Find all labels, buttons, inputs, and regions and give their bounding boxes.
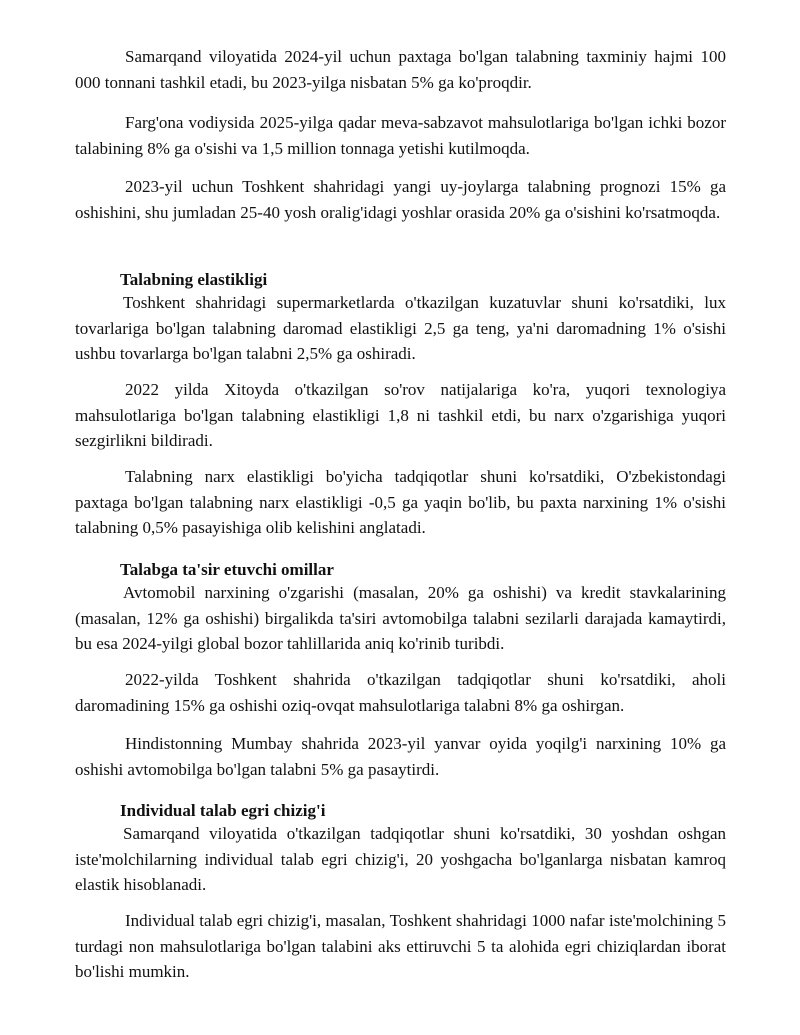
paragraph-china-tech-elasticity: 2022 yilda Xitoyda o'tkazilgan so'rov natijalariga ko'ra, yuqori texnologiya mahsulotlariga bo'lgan talabning elastikligi 1,8 ni tashkil etdi, bu narx o'zgarishiga yuqori sezgirlikni bildiradi.: [75, 380, 726, 450]
paragraph-car-price-credit-rates: Avtomobil narxining o'zgarishi (masalan, 20% ga oshishi) va kredit stavkalarining (masalan, 12% ga oshishi) birgalikda ta'siri avtomobilga talabni sezilarli darajada kamaytirdi, bu esa 2024-yilgi global bozor tahlillarida aniq ko'rinib turibdi.: [75, 583, 726, 653]
section-heading-individual-demand-curve: Individual talab egri chizig'i: [120, 801, 326, 820]
paragraph-luxury-income-elasticity: Toshkent shahridagi supermarketlarda o'tkazilgan kuzatuvlar shuni ko'rsatdiki, lux tovarlariga bo'lgan talabning daromad elastikligi 2,5 ga teng, ya'ni daromadning 1% o'sishi ushbu tovarlarga bo'lgan talabni 2,5% ga oshiradi.: [75, 293, 726, 363]
paragraph-cotton-price-elasticity: Talabning narx elastikligi bo'yicha tadqiqotlar shuni ko'rsatdiki, O'zbekistondagi paxtaga bo'lgan talabning narx elastikligi -0,5 ga yaqin bo'lib, bu paxta narxining 1% o'sishi talabning 0,5% pasayishiga olib kelishini anglatadi.: [75, 467, 726, 537]
paragraph-individual-curve-example: Individual talab egri chizig'i, masalan, Toshkent shahridagi 1000 nafar iste'molchining 5 turdagi non mahsulotlariga bo'lgan talabini aks ettiruvchi 5 ta alohida egri chiziqlardan iborat bo'lishi mumkin.: [75, 911, 726, 981]
paragraph-tashkent-income-food-demand: 2022-yilda Toshkent shahrida o'tkazilgan tadqiqotlar shuni ko'rsatdiki, aholi daromadining 15% ga oshishi oziq-ovqat mahsulotlariga talabni 8% ga oshirgan.: [75, 670, 726, 715]
paragraph-mumbai-fuel-price: Hindistonning Mumbay shahrida 2023-yil yanvar oyida yoqilg'i narxining 10% ga oshishi avtomobilga bo'lgan talabni 5% ga pasaytirdi.: [75, 734, 726, 779]
paragraph-samarqand-age-elasticity: Samarqand viloyatida o'tkazilgan tadqiqotlar shuni ko'rsatdiki, 30 yoshdan oshgan iste'molchilarning individual talab egri chizig'i, 20 yoshgacha bo'lganlarga nisbatan kamroq elastik hisoblanadi.: [75, 824, 726, 894]
paragraph-fergana-produce-demand: Farg'ona vodiysida 2025-yilga qadar meva-sabzavot mahsulotlariga bo'lgan ichki bozor talabining 8% ga o'sishi va 1,5 million tonnaga yetishi kutilmoqda.: [75, 113, 726, 158]
paragraph-tashkent-housing-forecast: 2023-yil uchun Toshkent shahridagi yangi uy-joylarga talabning prognozi 15% ga oshishini, shu jumladan 25-40 yosh oralig'idagi yoshlar orasida 20% ga o'sishini ko'rsatmoqda.: [75, 177, 726, 222]
section-heading-demand-elasticity: Talabning elastikligi: [120, 270, 268, 289]
section-heading-demand-factors: Talabga ta'sir etuvchi omillar: [120, 560, 334, 579]
paragraph-samarqand-cotton-demand: Samarqand viloyatida 2024-yil uchun paxtaga bo'lgan talabning taxminiy hajmi 100 000 tonnani tashkil etadi, bu 2023-yilga nisbatan 5% ga ko'proqdir.: [75, 47, 726, 92]
